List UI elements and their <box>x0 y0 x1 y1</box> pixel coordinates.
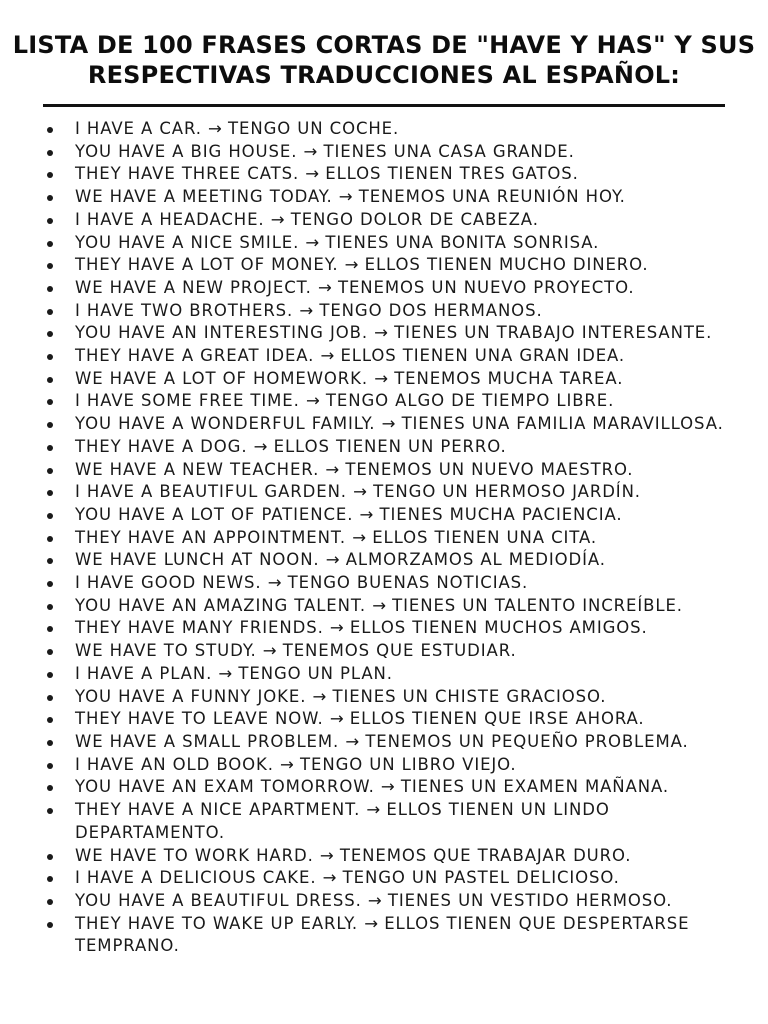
arrow-icon: → <box>344 255 359 275</box>
title-line-2: RESPECTIVAS TRADUCCIONES AL ESPAÑOL: <box>87 61 681 89</box>
bullet-icon <box>47 513 53 519</box>
english-phrase: I HAVE A DELICIOUS CAKE. <box>75 868 317 888</box>
english-phrase: YOU HAVE A FUNNY JOKE. <box>75 686 307 706</box>
arrow-icon: → <box>267 573 282 593</box>
spanish-translation: TIENES UNA BONITA SONRISA. <box>325 232 600 252</box>
arrow-icon: → <box>338 187 353 207</box>
english-phrase: YOU HAVE A BEAUTIFUL DRESS. <box>75 890 362 910</box>
list-item <box>0 232 768 255</box>
spanish-translation: TIENES UNA CASA GRANDE. <box>323 141 575 161</box>
arrow-icon: → <box>325 550 340 570</box>
spanish-translation: TENGO UN COCHE. <box>228 119 400 138</box>
list-item <box>0 118 768 141</box>
arrow-icon: → <box>218 663 233 683</box>
arrow-icon: → <box>353 482 367 502</box>
list-item <box>0 209 768 232</box>
english-phrase: YOU HAVE A NICE SMILE. <box>75 232 300 252</box>
bullet-icon <box>47 626 53 632</box>
arrow-icon: → <box>317 277 332 297</box>
list-item <box>0 663 768 686</box>
list-item <box>0 708 768 731</box>
spanish-translation: ELLOS TIENEN QUE DESPERTARSE TEMPRANO. <box>75 913 690 956</box>
spanish-translation: TENEMOS QUE TRABAJAR DURO. <box>339 845 632 865</box>
bullet-icon <box>47 695 53 701</box>
english-phrase: I HAVE GOOD NEWS. <box>75 573 262 593</box>
spanish-translation: TENGO UN PASTEL DELICIOSO. <box>342 868 620 888</box>
arrow-icon: → <box>253 436 268 456</box>
list-item <box>0 141 768 164</box>
arrow-icon: → <box>374 368 389 388</box>
english-phrase: YOU HAVE AN INTERESTING JOB. <box>75 323 368 343</box>
bullet-icon <box>47 468 53 474</box>
title-line-1: LISTA DE 100 FRASES CORTAS DE "HAVE Y HAS" Y SUS <box>12 31 756 59</box>
list-item <box>0 890 768 913</box>
english-phrase: THEY HAVE THREE CATS. <box>75 164 300 184</box>
spanish-translation: ELLOS TIENEN UNA GRAN IDEA. <box>340 346 626 366</box>
english-phrase: THEY HAVE TO LEAVE NOW. <box>75 709 324 729</box>
bullet-icon <box>47 286 53 292</box>
list-item <box>0 504 768 527</box>
bullet-icon <box>47 854 53 860</box>
bullet-icon <box>47 445 53 451</box>
english-phrase: I HAVE TWO BROTHERS. <box>75 300 294 320</box>
arrow-icon: → <box>359 504 374 524</box>
bullet-icon <box>47 899 53 905</box>
bullet-icon <box>47 172 53 178</box>
arrow-icon: → <box>374 323 388 343</box>
phrase-list <box>0 118 768 958</box>
arrow-icon: → <box>366 800 381 820</box>
spanish-translation: TIENES UN TALENTO INCREÍBLE. <box>392 595 683 615</box>
english-phrase: THEY HAVE A DOG. <box>75 436 248 456</box>
english-phrase: YOU HAVE A LOT OF PATIENCE. <box>75 504 354 524</box>
bullet-icon <box>47 922 53 928</box>
spanish-translation: TENGO ALGO DE TIEMPO LIBRE. <box>325 391 615 411</box>
arrow-icon: → <box>319 845 334 865</box>
arrow-icon: → <box>329 709 344 729</box>
spanish-translation: ELLOS TIENEN MUCHO DINERO. <box>364 255 649 275</box>
spanish-translation: TENEMOS UNA REUNIÓN HOY. <box>358 187 626 207</box>
english-phrase: WE HAVE A NEW TEACHER. <box>75 459 320 479</box>
english-phrase: I HAVE A BEAUTIFUL GARDEN. <box>75 482 347 502</box>
list-item <box>0 913 768 958</box>
arrow-icon: → <box>320 346 335 366</box>
spanish-translation: ELLOS TIENEN UN LINDO DEPARTAMENTO. <box>75 800 610 842</box>
list-item <box>0 845 768 868</box>
arrow-icon: → <box>305 391 320 411</box>
english-phrase: THEY HAVE TO WAKE UP EARLY. <box>75 913 359 933</box>
list-item <box>0 413 768 436</box>
english-phrase: WE HAVE TO STUDY. <box>75 641 257 661</box>
bullet-icon <box>47 422 53 428</box>
bullet-icon <box>47 785 53 791</box>
english-phrase: WE HAVE TO WORK HARD. <box>75 845 314 865</box>
bullet-icon <box>47 309 53 315</box>
spanish-translation: TENEMOS UN NUEVO PROYECTO. <box>337 277 635 297</box>
english-phrase: YOU HAVE AN EXAM TOMORROW. <box>75 777 375 797</box>
english-phrase: YOU HAVE A BIG HOUSE. <box>75 141 298 161</box>
spanish-translation: TIENES UN VESTIDO HERMOSO. <box>387 890 673 910</box>
arrow-icon: → <box>380 777 395 797</box>
bullet-icon <box>47 581 53 587</box>
arrow-icon: → <box>364 913 379 933</box>
list-item <box>0 572 768 595</box>
list-item <box>0 754 768 777</box>
arrow-icon: → <box>325 459 340 479</box>
list-item <box>0 731 768 754</box>
arrow-icon: → <box>303 141 318 161</box>
list-item <box>0 640 768 663</box>
bullet-icon <box>47 263 53 269</box>
spanish-translation: TIENES UN EXAMEN MAÑANA. <box>400 777 669 797</box>
spanish-translation: TENGO BUENAS NOTICIAS. <box>287 573 529 593</box>
english-phrase: I HAVE AN OLD BOOK. <box>75 754 274 774</box>
english-phrase: THEY HAVE MANY FRIENDS. <box>75 618 324 638</box>
spanish-translation: ELLOS TIENEN MUCHOS AMIGOS. <box>349 618 648 638</box>
list-item <box>0 186 768 209</box>
arrow-icon: → <box>280 754 294 774</box>
spanish-translation: TENEMOS QUE ESTUDIAR. <box>282 641 517 661</box>
list-item <box>0 459 768 482</box>
bullet-icon <box>47 876 53 882</box>
list-item <box>0 527 768 550</box>
arrow-icon: → <box>299 300 314 320</box>
bullet-icon <box>47 672 53 678</box>
spanish-translation: ELLOS TIENEN QUE IRSE AHORA. <box>349 709 645 729</box>
arrow-icon: → <box>367 890 382 910</box>
list-item <box>0 481 768 504</box>
arrow-icon: → <box>372 595 387 615</box>
spanish-translation: ELLOS TIENEN UN PERRO. <box>273 436 507 456</box>
bullet-icon <box>47 558 53 564</box>
bullet-icon <box>47 195 53 201</box>
list-item <box>0 776 768 799</box>
english-phrase: I HAVE A PLAN. <box>75 663 213 683</box>
bullet-icon <box>47 740 53 746</box>
english-phrase: WE HAVE A LOT OF HOMEWORK. <box>75 368 369 388</box>
english-phrase: I HAVE A CAR. <box>75 119 202 138</box>
spanish-translation: ALMORZAMOS AL MEDIODÍA. <box>345 550 606 570</box>
spanish-translation: TENGO DOS HERMANOS. <box>319 300 543 320</box>
list-item <box>0 867 768 890</box>
english-phrase: THEY HAVE AN APPOINTMENT. <box>75 527 347 547</box>
list-item <box>0 617 768 640</box>
bullet-icon <box>47 399 53 405</box>
spanish-translation: TENGO UN LIBRO VIEJO. <box>300 754 517 774</box>
bullet-icon <box>47 490 53 496</box>
arrow-icon: → <box>270 209 285 229</box>
english-phrase: WE HAVE A NEW PROJECT. <box>75 277 312 297</box>
bullet-icon <box>47 127 53 133</box>
list-item <box>0 277 768 300</box>
bullet-icon <box>47 150 53 156</box>
spanish-translation: TENGO UN PLAN. <box>238 663 393 683</box>
english-phrase: YOU HAVE AN AMAZING TALENT. <box>75 595 367 615</box>
english-phrase: THEY HAVE A LOT OF MONEY. <box>75 255 339 275</box>
list-item <box>0 163 768 186</box>
bullet-icon <box>47 354 53 360</box>
bullet-icon <box>47 218 53 224</box>
english-phrase: WE HAVE A MEETING TODAY. <box>75 187 333 207</box>
list-item <box>0 345 768 368</box>
list-item <box>0 686 768 709</box>
english-phrase: WE HAVE LUNCH AT NOON. <box>75 550 320 570</box>
arrow-icon: → <box>345 731 360 751</box>
english-phrase: THEY HAVE A NICE APARTMENT. <box>75 800 361 820</box>
list-item <box>0 549 768 572</box>
arrow-icon: → <box>329 618 344 638</box>
arrow-icon: → <box>262 641 277 661</box>
list-item <box>0 322 768 345</box>
bullet-icon <box>47 331 53 337</box>
bullet-icon <box>47 763 53 769</box>
english-phrase: YOU HAVE A WONDERFUL FAMILY. <box>75 414 376 434</box>
spanish-translation: ELLOS TIENEN UNA CITA. <box>372 527 598 547</box>
list-item <box>0 300 768 323</box>
list-item <box>0 254 768 277</box>
spanish-translation: TENEMOS MUCHA TAREA. <box>394 368 624 388</box>
english-phrase: I HAVE SOME FREE TIME. <box>75 391 300 411</box>
bullet-icon <box>47 241 53 247</box>
spanish-translation: TIENES UNA FAMILIA MARAVILLOSA. <box>401 414 724 434</box>
list-item <box>0 390 768 413</box>
spanish-translation: TENEMOS UN NUEVO MAESTRO. <box>345 459 634 479</box>
bullet-icon <box>47 808 53 814</box>
bullet-icon <box>47 536 53 542</box>
arrow-icon: → <box>208 119 222 138</box>
english-phrase: WE HAVE A SMALL PROBLEM. <box>75 731 340 751</box>
title-divider <box>43 104 725 107</box>
arrow-icon: → <box>381 414 396 434</box>
arrow-icon: → <box>305 232 320 252</box>
list-item <box>0 595 768 618</box>
page-title <box>0 30 768 90</box>
list-item <box>0 368 768 391</box>
bullet-icon <box>47 377 53 383</box>
arrow-icon: → <box>322 868 337 888</box>
spanish-translation: TENGO UN HERMOSO JARDÍN. <box>373 482 641 502</box>
spanish-translation: TENGO DOLOR DE CABEZA. <box>290 209 539 229</box>
spanish-translation: ELLOS TIENEN TRES GATOS. <box>325 164 579 184</box>
arrow-icon: → <box>312 686 327 706</box>
spanish-translation: TENEMOS UN PEQUEÑO PROBLEMA. <box>365 731 689 751</box>
english-phrase: THEY HAVE A GREAT IDEA. <box>75 346 315 366</box>
bullet-icon <box>47 649 53 655</box>
arrow-icon: → <box>305 164 320 184</box>
spanish-translation: TIENES UN TRABAJO INTERESANTE. <box>394 323 713 343</box>
list-item <box>0 436 768 459</box>
bullet-icon <box>47 604 53 610</box>
arrow-icon: → <box>352 527 367 547</box>
list-item <box>0 799 768 844</box>
english-phrase: I HAVE A HEADACHE. <box>75 209 265 229</box>
bullet-icon <box>47 717 53 723</box>
spanish-translation: TIENES UN CHISTE GRACIOSO. <box>332 686 607 706</box>
spanish-translation: TIENES MUCHA PACIENCIA. <box>379 504 623 524</box>
